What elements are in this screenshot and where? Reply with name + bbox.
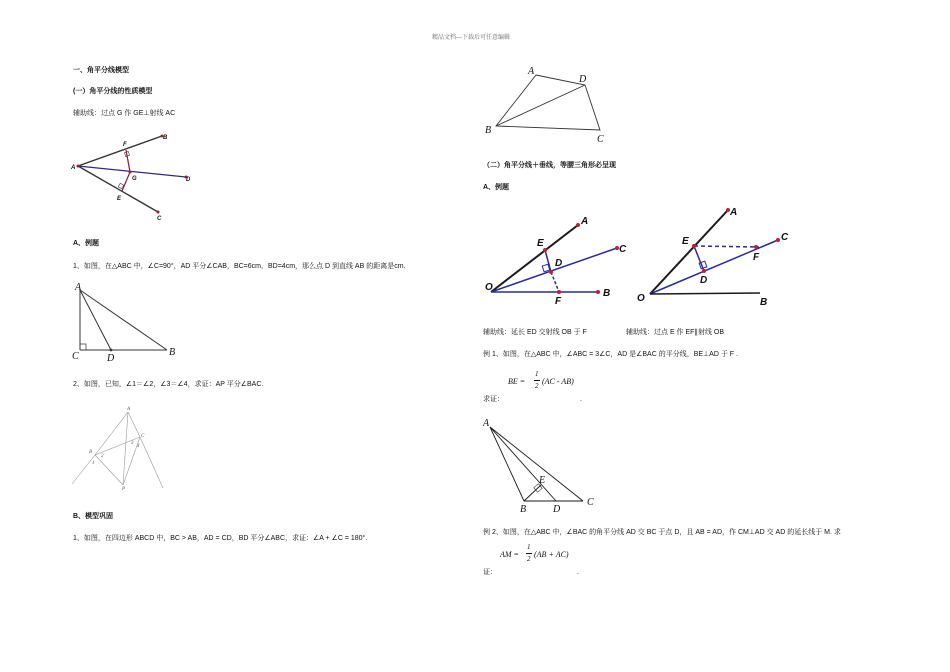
side-ab [80,290,167,350]
label-f: F [555,296,562,307]
right-angle-mark-d [542,264,550,272]
segment-ge [122,172,130,191]
label-o: O [637,293,645,304]
ray-oa [650,210,728,294]
label-a: A [581,216,589,227]
label-c: C [619,244,627,255]
point-c [157,211,160,214]
page-header: 精品文档---下载后可任意编辑 [432,35,510,41]
segment-ad [490,427,556,501]
diagonal-bd [496,85,585,126]
label-b: B [603,288,611,299]
label-b: B [169,347,176,358]
prove-2-label: 证： [483,569,497,576]
label-o: O [485,282,493,293]
example-title-left: A、例题 [73,240,100,247]
point-e [692,244,696,248]
right-angle-mark-c [80,344,86,350]
ray-ob [650,293,760,294]
point-c [776,238,780,242]
label-c: C [587,497,594,508]
label-d: D [553,504,561,515]
prove-1-dot: . [580,396,582,403]
label-b: B [163,135,168,141]
example-1-text: 例 1、如图，在△ABC 中，∠ABC = 3∠C，AD 是∠BAC 的平分线，BE⊥AD 于 F . [483,351,738,358]
segment-ef-dashed [694,246,759,247]
exercise-2-text: 2、如图，已知，∠1＝∠2，∠3＝∠4，求证：AP 平分∠BAC. [73,381,264,388]
label-3: 3 [131,441,134,446]
formula-1-rhs: (AC - AB) [542,377,574,386]
segment-fg [126,150,130,172]
label-a: A [483,418,490,429]
formula-1-num: 1 [535,370,539,378]
label-e: E [682,236,689,247]
label-2: 2 [101,454,104,459]
line-ap [123,412,128,485]
figure-bisector-parallel-2 [632,202,792,310]
label-g: G [132,176,137,182]
label-p: P [122,487,126,492]
point-g [129,171,132,174]
side-ab [490,427,524,501]
formula-2-bar [526,553,532,554]
label-d: D [700,275,708,286]
point-a [576,223,580,227]
label-c: C [72,351,79,362]
point-a [77,165,80,168]
line-ab-ext [72,455,95,484]
ray-oc [491,248,617,292]
label-a: A [75,282,82,293]
consolidate-title: B、模型巩固 [73,513,114,520]
section1-title: 一、角平分线模型 [73,67,129,74]
segment-ed [694,246,704,271]
ray-oc [650,240,778,294]
figure-right-triangle [70,280,185,365]
label-c: C [157,216,162,222]
exercise-1-text: 1、如图，在△ABC 中，∠C=90°，AD 平分∠CAB，BC=6cm，BD=4cm，那么点 D 到直线 AB 的距离是cm. [73,263,406,270]
label-a: A [730,207,738,218]
formula-2-num: 1 [527,543,531,551]
example-title-right: A、例题 [483,184,510,191]
label-c: C [141,434,145,439]
aux-line-2: 辅助线：过点 E 作 EF∥射线 OB [626,329,725,336]
point-d [110,349,113,352]
aux-line-text: 辅助线：过点 G 作 GE⊥射线 AC [73,110,176,117]
label-a: A [71,165,76,171]
point-f [754,245,758,249]
label-e: E [537,238,544,249]
label-f: F [753,252,760,263]
label-b: B [760,297,768,308]
aux-line-1: 辅助线：延长 ED 交射线 OB 于 F [483,329,587,336]
formula-2-lhs: AM = [500,550,519,559]
label-d: D [579,74,587,85]
segment-be [524,485,541,501]
side-ac [490,427,583,501]
segment-ad [80,290,111,350]
consolidate-1-text: 1、如图，在四边形 ABCD 中，BC > AB，AD = CD，BD 平分∠ABC，求证：∠A + ∠C = 180°. [73,535,368,542]
figure-triangle-abc [480,415,610,515]
label-d: D [555,258,563,269]
segment-df-dashed [551,272,559,292]
label-d: D [107,353,115,364]
formula-2-rhs: (AB + AC) [534,550,569,559]
prove-2-dot: . [577,569,579,576]
label-a: A [528,66,535,77]
point-d [549,270,553,274]
label-c: C [781,232,789,243]
line-ac [128,412,140,437]
ray-oa [491,225,578,292]
label-4: 4 [137,444,140,449]
label-b: B [89,450,93,455]
point-f [557,290,561,294]
point-b [596,290,600,294]
label-e: E [539,475,546,486]
label-b: B [485,125,492,136]
formula-2-den: 2 [527,555,531,563]
sub1-title: (一）角平分线的性质模型 [73,88,153,95]
line-bp [95,455,123,485]
label-1: 1 [92,461,95,466]
label-a: A [127,407,131,412]
ray-ab [78,136,162,166]
figure-bisector-perpendicular-1 [483,210,633,310]
formula-1-lhs: BE = [508,377,526,386]
label-c: C [597,134,604,145]
figure-quadrilateral [480,62,610,147]
formula-1-bar [534,380,540,381]
label-b: B [520,504,527,515]
label-d: D [186,177,191,183]
label-f: F [123,142,127,148]
example-2-text: 例 2、如图，在△ABC 中，∠BAC 的角平分线 AD 交 BC 于点 D，且 AB = AD，作 CM⊥AD 交 AD 的延长线于 M. 求 [483,529,841,536]
segment-ed [545,250,551,272]
sub2-title: （二）角平分线＋垂线，等腰三角形必呈现 [483,162,616,169]
prove-1-label: 求证： [483,396,504,403]
figure-angle-bisector [70,130,200,222]
label-e: E [117,196,122,202]
formula-1-den: 2 [535,382,539,390]
line-ac-ext [140,437,163,488]
right-angle-mark-d [699,261,707,269]
point-d [702,269,706,273]
figure-ap-bisector [70,400,170,495]
